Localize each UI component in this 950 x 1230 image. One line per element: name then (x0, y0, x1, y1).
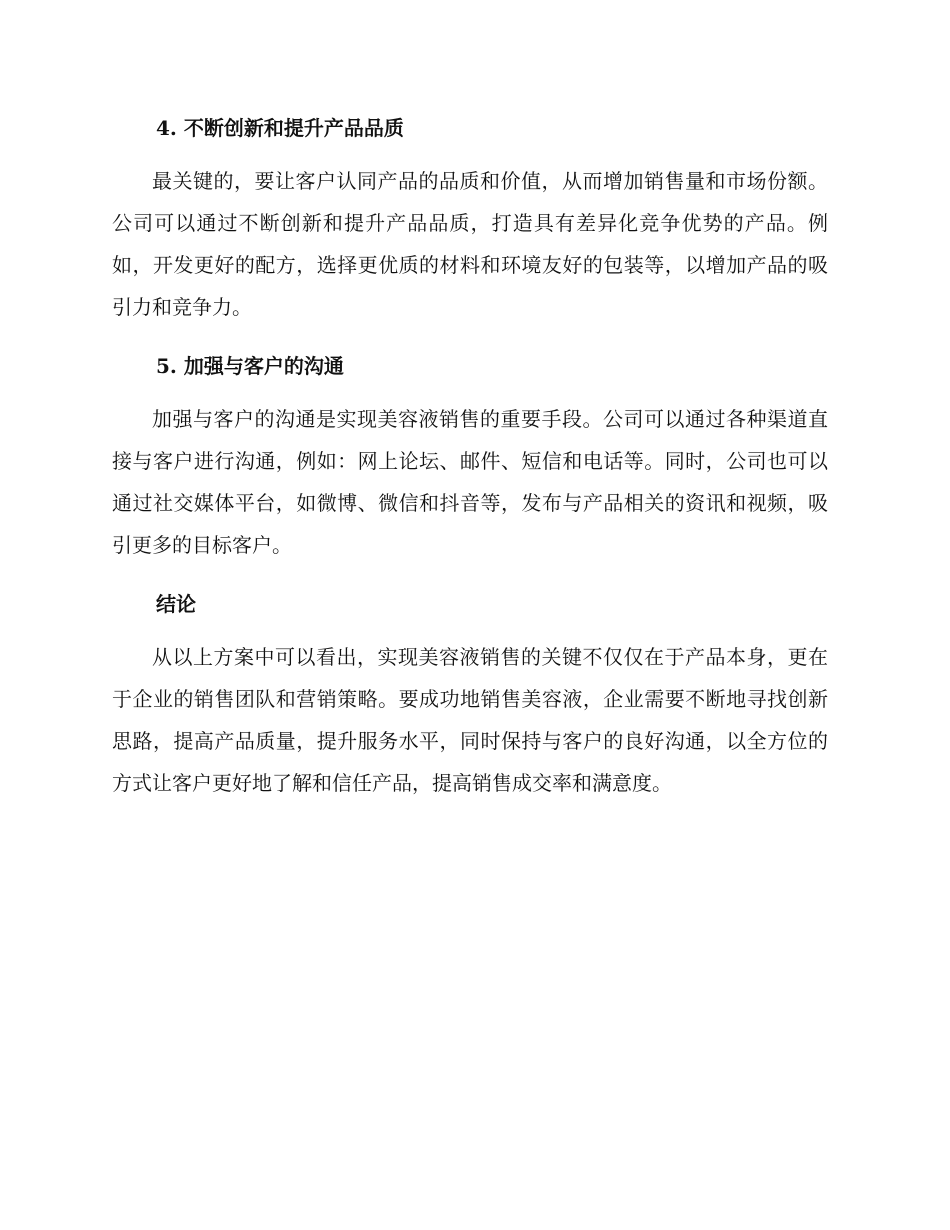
section-paragraph-conclusion: 从以上方案中可以看出，实现美容液销售的关键不仅仅在于产品本身，更在于企业的销售团队和营销策略。要成功地销售美容液，企业需要不断地寻找创新思路，提高产品质量，提升服务水平，同时保持与客户的良好沟通，以全方位的方式让客户更好地了解和信任产品，提高销售成交率和满意度。 (112, 645, 828, 795)
section-heading-innovation: 4. 不断创新和提升产品品质 (156, 116, 404, 140)
document-body (112, 108, 828, 822)
section-heading-communication: 5. 加强与客户的沟通 (156, 354, 344, 378)
section-paragraph-innovation: 最关键的，要让客户认同产品的品质和价值，从而增加销售量和市场份额。公司可以通过不断创新和提升产品品质，打造具有差异化竞争优势的产品。例如，开发更好的配方，选择更优质的材料和环境友好的包装等，以增加产品的吸引力和竞争力。 (112, 169, 828, 319)
section-heading-conclusion: 结论 (156, 592, 196, 616)
section-paragraph-communication: 加强与客户的沟通是实现美容液销售的重要手段。公司可以通过各种渠道直接与客户进行沟通，例如：网上论坛、邮件、短信和电话等。同时，公司也可以通过社交媒体平台，如微博、微信和抖音等，发布与产品相关的资讯和视频，吸引更多的目标客户。 (112, 407, 828, 557)
